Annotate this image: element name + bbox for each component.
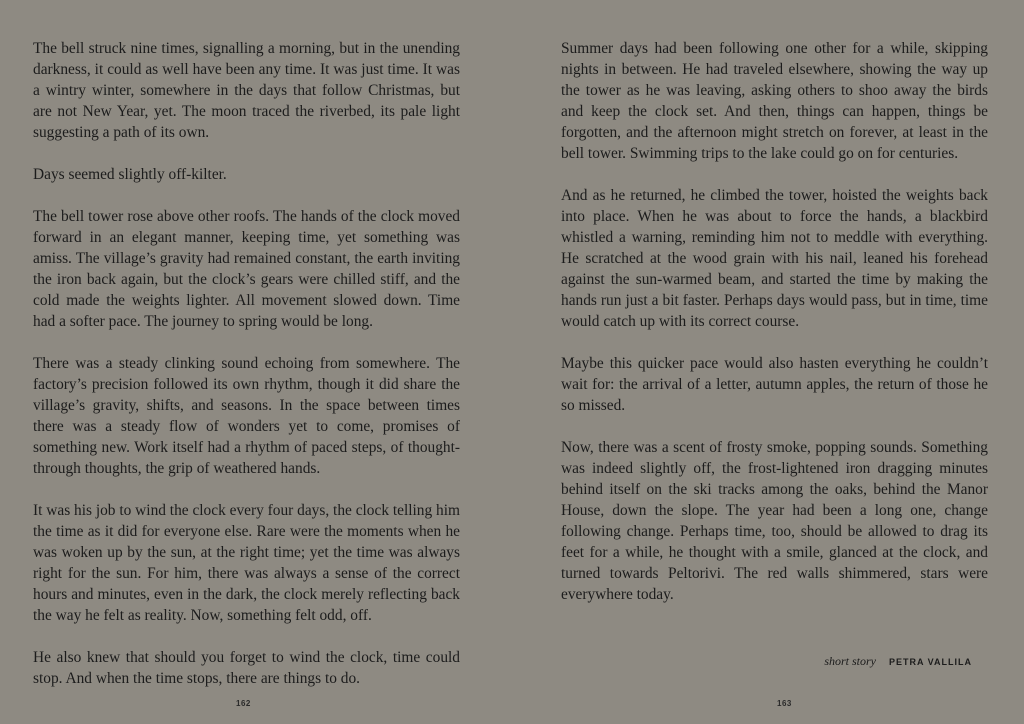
author-name: PETRA VALLILA [889,657,972,667]
page-number: 163 [777,699,792,708]
section-label: short story [824,654,876,668]
paragraph: Days seemed slightly off-kilter. [33,166,227,183]
right-page [512,0,1024,724]
paragraph: Maybe this quicker pace would also hasten everything he couldn’t wait for: the arrival of a letter, autumn apples, the return of those he so missed. [561,355,988,414]
paragraph: The bell tower rose above other roofs. The hands of the clock moved forward in an elegant manner, keeping time, yet something was amiss. The village’s gravity had remained constant, the earth inviting the iron back again, but the clock’s gears were chilled stiff, and the cold made the weights lighter. All movement slowed down. Time had a softer pace. The journey to spring would be long. [33,208,460,330]
page-number: 162 [236,699,251,708]
paragraph: He also knew that should you forget to wind the clock, time could stop. And when the time stops, there are things to do. [33,649,460,687]
right-page-text [561,38,988,626]
paragraph: There was a steady clinking sound echoing from somewhere. The factory’s precision followed its own rhythm, though it did share the village’s gravity, shifts, and seasons. In the space between times there was a steady flow of wonders yet to come, promises of something new. Work itself had a rhythm of paced steps, of thought-through thoughts, the grip of weathered hands. [33,355,460,477]
left-page-text [33,38,460,710]
byline [824,654,972,669]
paragraph: The bell struck nine times, signalling a morning, but in the unending darkness, it could as well have been any time. It was just time. It was a wintry winter, somewhere in the days that follow Christmas, but are not New Year, yet. The moon traced the riverbed, its pale light suggesting a path of its own. [33,40,460,141]
paragraph: And as he returned, he climbed the tower, hoisted the weights back into place. When he was about to force the hands, a blackbird whistled a warning, reminding him not to meddle with everything. He scratched at the wood grain with his nail, leaned his forehead against the sun-warmed beam, and started the time by making the hands run just a bit faster. Perhaps days would pass, but in time, time would catch up with its correct course. [561,187,988,330]
paragraph: It was his job to wind the clock every four days, the clock telling him the time as it did for everyone else. Rare were the moments when he was woken up by the sun, at the right time; yet the time was always right for the sun. For him, there was always a sense of the correct hours and minutes, even in the dark, the clock merely reflecting back the way he felt as reality. Now, something felt odd, off. [33,502,460,624]
paragraph: Summer days had been following one other for a while, skipping nights in between. He had traveled elsewhere, showing the way up the tower as he was leaving, asking others to shoo away the birds and keep the clock set. And then, things can happen, things be forgotten, and the afternoon might stretch on forever, at least in the bell tower. Swimming trips to the lake could go on for centuries. [561,40,988,162]
paragraph: Now, there was a scent of frosty smoke, popping sounds. Something was indeed slightly off, the frost-lightened iron dragging minutes behind itself on the ski tracks among the oaks, behind the Manor House, down the slope. The year had been a long one, change following change. Perhaps time, too, should be allowed to drag its feet for a while, he thought with a smile, glanced at the clock, and turned towards Peltorivi. The red walls shimmered, stars were everywhere today. [561,439,988,603]
